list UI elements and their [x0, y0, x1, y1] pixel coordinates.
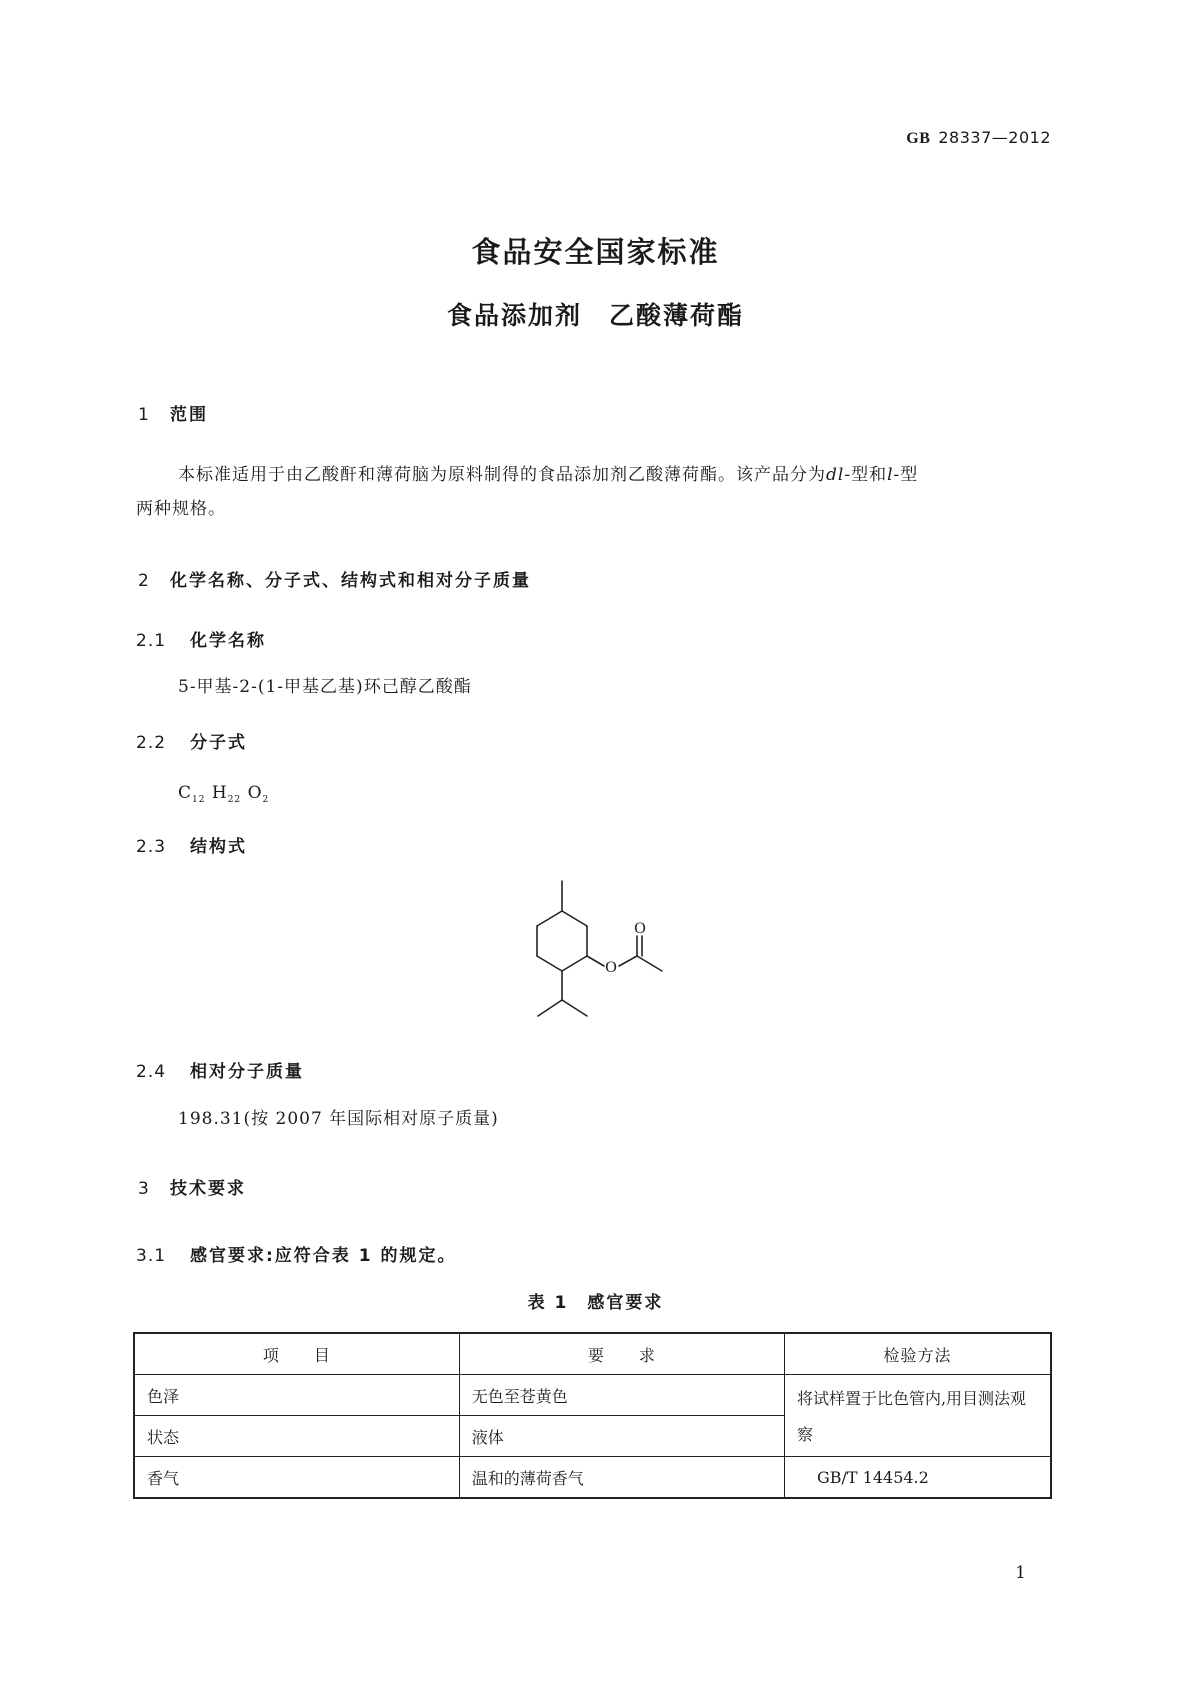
item-cell: 状态 — [134, 1416, 459, 1457]
ester-o-bond — [619, 956, 637, 966]
acetyl-methyl-bond — [637, 956, 662, 971]
method-cell: GB/T 14454.2 — [784, 1457, 1051, 1499]
sensory-requirements-table — [133, 1332, 1052, 1499]
dl-type: dl — [826, 465, 845, 485]
section-title: 范围 — [170, 405, 208, 425]
ring-bond — [562, 956, 587, 971]
section-number: 2.2 — [136, 733, 167, 753]
section-number: 3 — [138, 1179, 150, 1199]
section-number: 2 — [138, 571, 150, 591]
l-type: l — [887, 465, 894, 485]
section-number: 2.1 — [136, 631, 167, 651]
section-title: 技术要求 — [170, 1179, 246, 1199]
header-requirement: 要 求 — [459, 1333, 784, 1375]
scope-paragraph-line2: 两种规格。 — [136, 499, 226, 519]
isopropyl-bond — [538, 1000, 562, 1016]
section-number: 3.1 — [136, 1246, 167, 1266]
carbonyl-oxygen-label: O — [634, 920, 646, 937]
molecular-mass: 198.31(按 2007 年国际相对原子质量) — [178, 1109, 499, 1129]
section-title: 分子式 — [190, 733, 247, 753]
method-cell-merged: 将试样置于比色管内,用目测法观察 — [784, 1375, 1051, 1457]
item-cell: 色泽 — [134, 1375, 459, 1416]
ring-bond — [537, 911, 562, 926]
section-number: 1 — [138, 405, 150, 425]
header-test-method: 检验方法 — [784, 1333, 1051, 1375]
section-title: 相对分子质量 — [190, 1062, 304, 1082]
section-number: 2.3 — [136, 837, 167, 857]
table-row — [134, 1375, 1051, 1416]
standard-number: 28337—2012 — [938, 128, 1051, 147]
isopropyl-bond — [562, 1000, 587, 1016]
ring-bond — [537, 956, 562, 971]
section-3-1-heading — [136, 1241, 456, 1266]
page-number: 1 — [1015, 1563, 1026, 1583]
scope-text-2: -型和 — [844, 465, 888, 485]
section-title: 化学名称 — [190, 631, 266, 651]
document-title: 食品安全国家标准 — [471, 235, 720, 269]
requirement-cell: 温和的薄荷香气 — [459, 1457, 784, 1499]
requirement-cell: 液体 — [459, 1416, 784, 1457]
ester-o-bond — [587, 956, 604, 966]
chemical-name: 5-甲基-2-(1-甲基乙基)环己醇乙酸酯 — [178, 677, 472, 697]
section-number: 2.4 — [136, 1062, 167, 1082]
standard-prefix: GB — [906, 130, 931, 147]
section-title: 化学名称、分子式、结构式和相对分子质量 — [170, 571, 531, 591]
header-item: 项 目 — [134, 1333, 459, 1375]
formula-o: O — [247, 783, 263, 803]
section-2-4-heading — [136, 1057, 304, 1082]
item-cell: 香气 — [134, 1457, 459, 1499]
scope-text: 本标准适用于由乙酸酐和薄荷脑为原料制得的食品添加剂乙酸薄荷酯。该产品分为 — [178, 465, 826, 485]
section-3-heading — [138, 1174, 246, 1199]
formula-c-count: 12 — [192, 795, 206, 805]
formula-c: C — [178, 783, 193, 803]
table-row — [134, 1457, 1051, 1499]
table-1-caption: 表 1 感官要求 — [527, 1293, 664, 1313]
ring-oxygen-label: O — [605, 959, 617, 976]
formula-h-count: 22 — [227, 795, 242, 805]
table-header-row — [134, 1333, 1051, 1375]
scope-text-3: -型 — [893, 465, 919, 485]
ring-bond — [562, 911, 587, 926]
document-subtitle: 食品添加剂 乙酸薄荷酯 — [446, 301, 744, 330]
section-title: 结构式 — [190, 837, 247, 857]
requirement-cell: 无色至苍黄色 — [459, 1375, 784, 1416]
formula-h: H — [211, 783, 228, 803]
section-title: 感官要求:应符合表 1 的规定。 — [190, 1246, 457, 1266]
formula-o-count: 2 — [262, 795, 270, 805]
